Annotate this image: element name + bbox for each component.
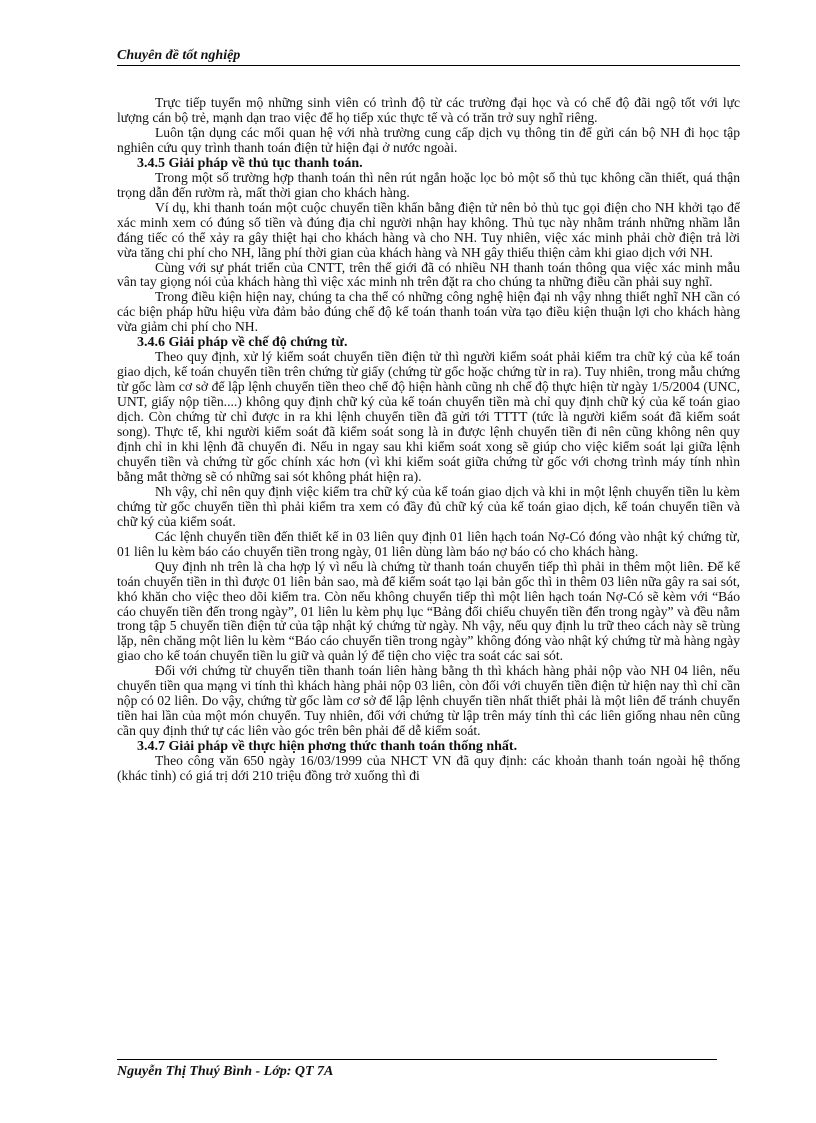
section-heading: 3.4.5 Giải pháp về thủ tục thanh toán. bbox=[137, 155, 363, 171]
section-heading: 3.4.6 Giải pháp về chế độ chứng từ. bbox=[137, 335, 348, 351]
paragraph: Cùng với sự phát triển của CNTT, trên thế giới đã có nhiều NH thanh toán thông qua việc xác minh mẫu vân tay giọng nói của khách hàng thì việc xác minh nh trên đặt ra cho chúng ta những điều cần phải suy nghĩ. bbox=[117, 259, 740, 290]
page-footer: Nguyễn Thị Thuý Bình - Lớp: QT 7A bbox=[117, 1064, 334, 1078]
paragraph: Trong một số trường hợp thanh toán thì nên rút ngắn hoặc lọc bỏ một số thủ tục không cần thiết, quá thận trọng dẫn đến rườm rà, mất thời gian cho khách hàng. bbox=[117, 169, 740, 200]
section-heading: 3.4.7 Giải pháp về thực hiện phơng thức thanh toán thống nhất. bbox=[137, 739, 518, 755]
paragraph: Ví dụ, khi thanh toán một cuộc chuyển tiền khẩn bằng điện tử nên bỏ thủ tục gọi điện cho NH khởi tạo để xác minh xem có đúng số tiền và đúng địa chỉ người nhận hay không. Thủ tục này nhằm tránh những nhầm lẫn đáng tiếc có thể xảy ra gây thiệt hại cho khách hàng và cho NH. Tuy nhiên, việc xác minh phải chờ điện trả lời vừa tăng chi phí cho NH, lãng phí thời gian của khách hàng và NH gây thiếu thiện cảm khi giao dịch với NH. bbox=[117, 199, 740, 260]
paragraph: Đối với chứng từ chuyển tiền thanh toán liên hàng bằng th thì khách hàng phải nộp vào NH 04 liên, nếu chuyển tiền qua mạng vi tính thì khách hàng phải nộp 03 liên, còn đối với chuyển tiền điện tử hiện nay thì chỉ cần nộp có 02 liên. Do vậy, chứng từ gốc làm cơ sở để lập lệnh chuyển tiền nhất thiết phải là một liên để tránh chuyển tiền hai lần của một món chuyển. Tuy nhiên, đối với chứng từ lập trên máy tính thì các liên giống nhau nên cũng cần quy định thứ tự các liên vào góc trên bên phải để dễ kiểm soát. bbox=[117, 663, 740, 739]
paragraph: Trực tiếp tuyển mộ những sinh viên có trình độ từ các trường đại học và có chế độ đãi ngộ tốt với lực lượng cán bộ trẻ, mạnh dạn trao việc để họ tiếp xúc thực tế và có trăn trở suy nghĩ riêng. bbox=[117, 95, 740, 125]
paragraph: Theo công văn 650 ngày 16/03/1999 của NHCT VN đã quy định: các khoản thanh toán ngoài hệ thống (khác tỉnh) có giá trị dới 210 triệu đồng trở xuống thì đi bbox=[117, 753, 740, 784]
paragraph: Theo quy định, xử lý kiểm soát chuyển tiền điện tử thì người kiểm soát phải kiểm tra chữ ký của kế toán giao dịch, kế toán chuyển tiền trên chứng từ giấy (chứng từ gốc hoặc chứng từ in ra). Tuy nhiên, trong mẫu chứng từ gốc làm cơ sở để lập lệnh chuyển tiền theo chế độ hiện hành cũng nh chế độ thực hiện từ ngày 1/5/2004 (UNC, UNT, giấy nộp tiền....) không quy định chữ ký của kế toán chuyển tiền mà chỉ quy định chữ ký của kế toán giao dịch. Còn chứng từ chỉ được in ra khi lệnh chuyển tiền đã gửi tới TTTT (tức là người kiểm soát đã kiểm soát song). Thực tế, khi người kiểm soát đã kiểm soát song là in được lệnh chuyển tiền đi nên cũng không nên quy định chỉ in khi lệnh đã chuyển đi. Nếu in ngay sau khi kiểm soát xong sẽ giúp cho việc kiểm soát lại giữa lệnh chuyển tiền và chứng từ gốc chính xác hơn (vì khi kiểm soát giữa chứng từ gốc với chơng trình máy tính nhìn bằng mắt thờng sẽ có những sai sót không phát hiện ra). bbox=[117, 349, 740, 484]
paragraph: Luôn tận dụng các mối quan hệ với nhà trường cung cấp dịch vụ thông tin để gửi cán bộ NH đi học tập nghiên cứu quy trình thanh toán điện tử hiện đại ở nước ngoài. bbox=[117, 124, 740, 155]
paragraph: Các lệnh chuyển tiền đến thiết kế in 03 liên quy định 01 liên hạch toán Nợ-Có đóng vào nhật ký chứng từ, 01 liên lu kèm báo cáo chuyển tiền trong ngày, 01 liên dùng làm báo nợ báo có cho khách hàng. bbox=[117, 528, 740, 559]
page-header: Chuyên đề tốt nghiệp bbox=[117, 48, 740, 66]
paragraph: Nh vậy, chỉ nên quy định việc kiểm tra chữ ký của kế toán giao dịch và khi in một lệnh chuyển tiền lu kèm chứng từ gốc chuyển tiền thì phải kiểm tra xem có đầy đủ chữ ký của kế toán giao dịch, kế toán chuyển tiền và chữ ký của kiểm soát. bbox=[117, 483, 740, 529]
footer-divider bbox=[117, 1059, 717, 1060]
paragraph: Quy định nh trên là cha hợp lý vì nếu là chứng từ thanh toán chuyển tiếp thì phải in thêm một liên. Để kế toán chuyển tiền in thì được 01 liên bản sao, mà để kiểm soát tạo lại bản gốc thì in thêm 03 liên nữa gây ra sai sót, khó khăn cho việc theo dõi kiểm tra. Còn nếu không chuyển tiếp thì một liên hạch toán Nợ-Có sẽ kèm với “Báo cáo chuyển tiền đến trong ngày”, 01 liên lu kèm phụ lục “Bảng đối chiếu chuyển tiền đến trong ngày” và đều nằm trong tập 5 chuyển tiền điện tử của tập nhật ký chứng từ ngày. Nh vậy, nếu quy định lu trữ theo cách này sẽ trùng lặp, nên chăng một liên lu kèm “Báo cáo chuyển tiền trong ngày” không đóng vào nhật ký chứng từ mà hàng ngày giao cho kế toán chuyển tiền lu giữ và quản lý để tiện cho việc tra soát các sai sót. bbox=[117, 558, 740, 664]
paragraph: Trong điều kiện hiện nay, chúng ta cha thể có những công nghệ hiện đại nh vậy nhng thiết nghĩ NH cần có các biện pháp hữu hiệu vừa đảm bảo đúng chế độ kế toán thanh toán vừa tạo điều kiện thuận lợi cho khách hàng vừa giảm chi phí cho NH. bbox=[117, 289, 740, 335]
document-body bbox=[117, 96, 740, 784]
